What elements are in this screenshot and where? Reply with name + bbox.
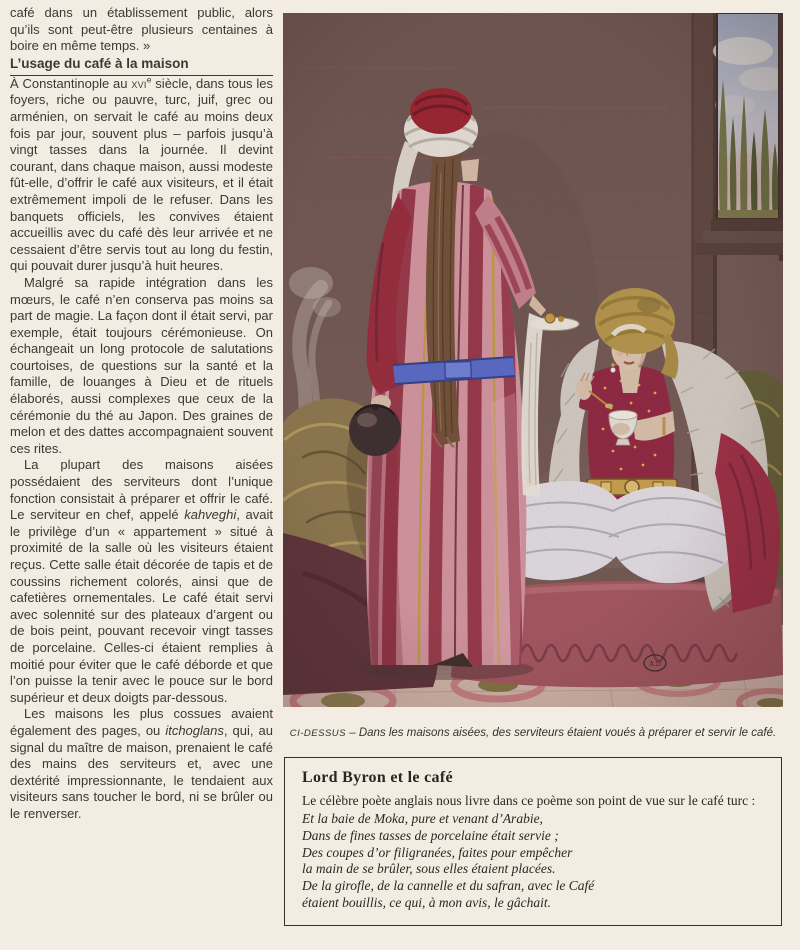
paragraph-text: La plupart des maisons aisées possédaient des serviteurs dont l’unique fonction consistait à préparer et offrir le café. Le serviteur en chef, appelé xyxy=(10,457,273,523)
term-itchoglans: itchoglans xyxy=(165,722,224,738)
poem-line: la main de se brûler, sous elles étaient placées. xyxy=(302,861,556,877)
paragraph-text: À Constantinople au xyxy=(10,75,132,91)
poem-line: Dans de fines tasses de porcelaine était servie ; xyxy=(302,827,559,843)
byron-quote-box xyxy=(284,757,782,926)
byron-box-intro: Le célèbre poète anglais nous livre dans ce poème son point de vue sur le café turc : xyxy=(302,793,756,808)
grain-overlay xyxy=(283,13,783,707)
paragraph-constantinople xyxy=(10,76,273,275)
caption-text: Dans les maisons aisées, des serviteurs étaient voués à préparer et servir le café. xyxy=(358,727,777,739)
engraving-illustration xyxy=(283,13,783,707)
paragraph-text: siècle, dans tous les foyers, riche ou pauvre, turc, juif, grec ou arménien, on servait le café au moins deux fois par jour, souvent plus – parfois jusqu’à vingt tasses dans la journée. Il devint courant, dans chaque maison, aussi modeste fût-elle, d’offrir le café aux visiteurs, et il était extrêmement impoli de le refuser. Dans les banquets officiels, les convives étaient accueillis avec du café dès leur arrivée et ne cessaient d’être servis tout au long du festin, qui pouvait durer jusqu’à huit heures. xyxy=(10,75,273,274)
poem-line: Des coupes d’or filigranées, faites pour empêcher xyxy=(302,844,573,860)
paragraph-serviteurs xyxy=(10,457,273,706)
paragraph-pages xyxy=(10,706,273,822)
century-superscript: e xyxy=(146,74,152,85)
engraving-svg xyxy=(283,13,783,707)
poem-line: étaient bouillis, ce qui, à mon avis, le gâchait. xyxy=(302,894,551,910)
section-heading: L’usage du café à la maison xyxy=(10,55,273,76)
paragraph-text: , qui, au signal du maître de maison, prenaient le café des mains des serviteurs et, avec une dextérité impressionnante, le tendaient aux visiteurs sans toucher le bord, ni se brûler ou le renverser. xyxy=(10,722,273,821)
term-kahveghi: kahveghi xyxy=(184,507,237,523)
byron-box-title: Lord Byron et le café xyxy=(302,769,453,786)
poem-line: De la girofle, de la cannelle et du safran, avec le Café xyxy=(302,878,595,894)
paragraph-text: , avait le privilège d’un « appartement » situé à proximité de la salle où les visiteurs étaient reçus. Cette salle était décorée de tapis et de coussins richement colorés, ainsi que de cafetières ornementales. Le café était servi avec solennité sur des plateaux d’argent ou de bois peint, pouvant recevoir vingt tasses de porcelaine. Celles-ci étaient remplies à moitié pour éviter que le café déborde et que l’on puisse la tenir avec le pouce sur le bord supérieur et deux doigts par-dessous. xyxy=(10,507,273,705)
illustration-caption xyxy=(283,727,783,739)
caption-label: CI-DESSUS xyxy=(289,728,346,739)
poem-line: Et la baie de Moka, pure et venant d’Arabie, xyxy=(302,811,543,826)
paragraph-ceremonie: Malgré sa rapide intégration dans les mœurs, le café n’en conserva pas moins sa part de magie. La façon dont il était servi, par exemple, était toujours cérémonieuse. On échangeait un long protocole de salutations courtoises, de questions sur la santé et la famille, de louanges à Dieu et de rituels élaborés, aussi complexes que ceux de la cérémonie du thé au Japon. Des graines de melon et des dattes accompagnaient souvent ces rites. xyxy=(10,274,273,456)
century-smallcaps: xvi xyxy=(131,75,147,91)
paragraph-text: Les maisons les plus cossues avaient également des pages, ou xyxy=(10,706,273,738)
caption-separator: – xyxy=(349,727,356,739)
body-text-column xyxy=(10,5,273,823)
intro-fragment-paragraph: café dans un établissement public, alors qu’ils sont peut-être plusieurs centaines à boire en même temps. » xyxy=(10,5,273,54)
byron-poem xyxy=(302,811,766,912)
